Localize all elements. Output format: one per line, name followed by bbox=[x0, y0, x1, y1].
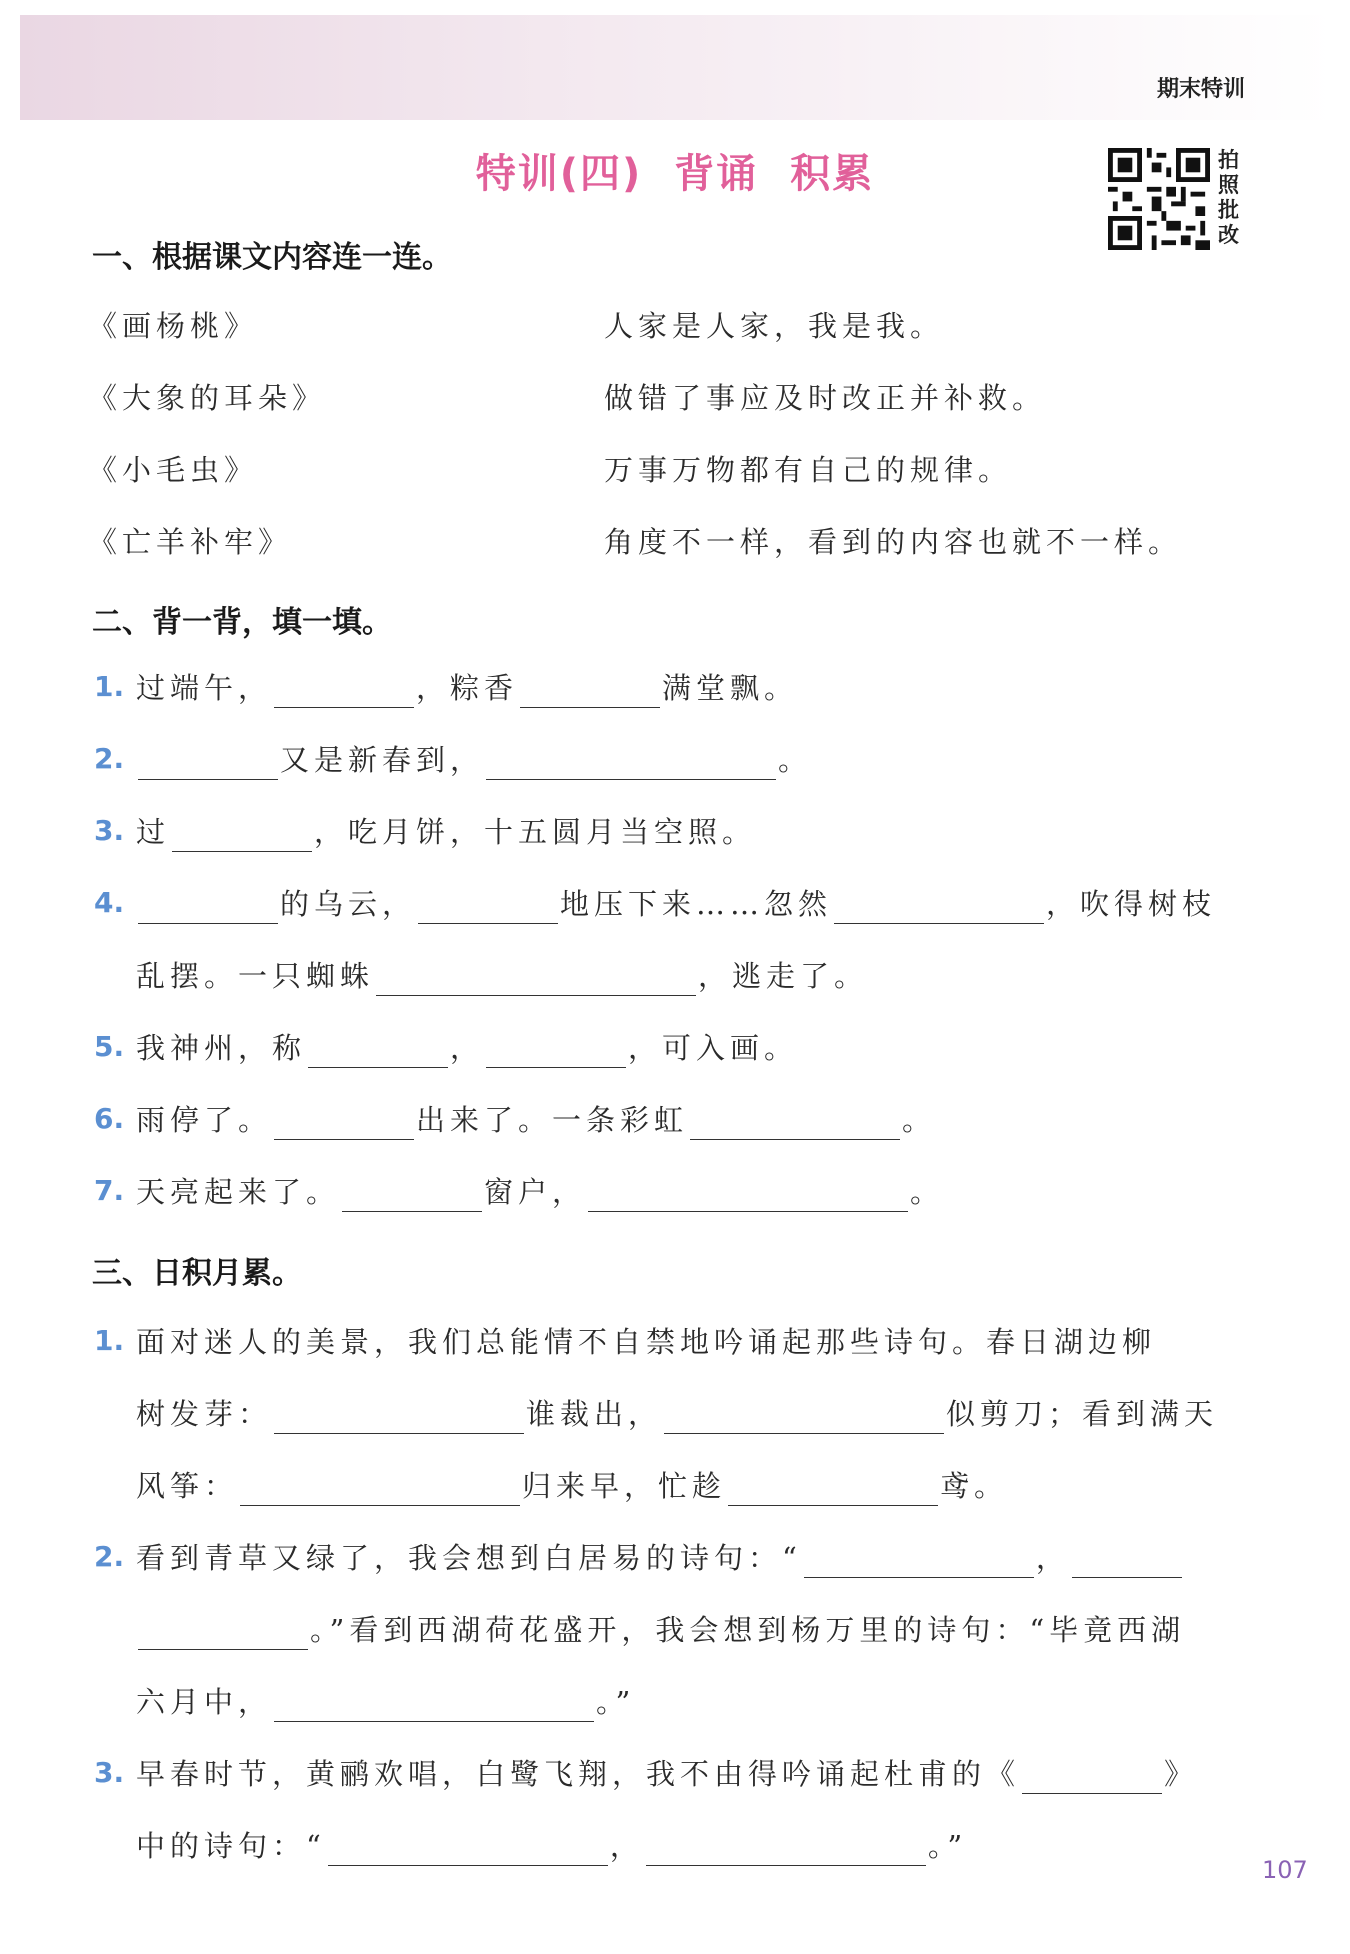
blank-input[interactable] bbox=[274, 1691, 594, 1722]
blank-input[interactable] bbox=[418, 893, 558, 924]
text: 似剪刀；看到满天 bbox=[946, 1397, 1219, 1431]
s2-item-2 bbox=[136, 740, 812, 780]
s3-q2-line2 bbox=[136, 1610, 1185, 1650]
blank-input[interactable] bbox=[274, 677, 414, 708]
right-item-3: 万事万物都有自己的规律。 bbox=[604, 453, 1013, 487]
title-part1: 特训(四) bbox=[475, 151, 643, 197]
s2-num-1: 1. bbox=[94, 670, 125, 703]
s2-num-5: 5. bbox=[94, 1030, 125, 1063]
text: ，粽香 bbox=[416, 671, 519, 705]
s3-num-3: 3. bbox=[94, 1756, 125, 1789]
text: 鸢。 bbox=[940, 1469, 1009, 1503]
blank-input[interactable] bbox=[1072, 1547, 1182, 1578]
text: 。” bbox=[927, 1829, 968, 1863]
blank-input[interactable] bbox=[376, 965, 696, 996]
blank-input[interactable] bbox=[274, 1403, 524, 1434]
text: 过端午， bbox=[136, 671, 273, 705]
text: 雨停了。 bbox=[136, 1103, 273, 1137]
title-part2: 背诵 bbox=[674, 151, 759, 197]
blank-input[interactable] bbox=[172, 821, 312, 852]
text: 归来早，忙趁 bbox=[522, 1469, 727, 1503]
text: 。” bbox=[596, 1685, 636, 1719]
text: 天亮起来了。 bbox=[136, 1175, 341, 1209]
text: ， bbox=[609, 1829, 644, 1863]
s3-q1-line1: 面对迷人的美景，我们总能情不自禁地吟诵起那些诗句。春日湖边柳 bbox=[136, 1325, 1157, 1359]
blank-input[interactable] bbox=[342, 1181, 482, 1212]
blank-input[interactable] bbox=[308, 1037, 448, 1068]
s2-num-7: 7. bbox=[94, 1174, 125, 1207]
text: 。 bbox=[910, 1175, 945, 1209]
text: 中的诗句：“ bbox=[136, 1829, 326, 1863]
left-item-3: 《小毛虫》 bbox=[88, 453, 259, 487]
s2-item-7 bbox=[136, 1172, 944, 1212]
text: 满堂飘。 bbox=[662, 671, 799, 705]
s3-q2-line1 bbox=[136, 1538, 1184, 1578]
text: 我神州，称 bbox=[136, 1031, 307, 1065]
text: 的乌云， bbox=[280, 887, 417, 921]
text: 树发芽： bbox=[136, 1397, 273, 1431]
s2-num-3: 3. bbox=[94, 814, 125, 847]
s2-num-4: 4. bbox=[94, 886, 125, 919]
blank-input[interactable] bbox=[240, 1475, 520, 1506]
text: 风筝： bbox=[136, 1469, 239, 1503]
blank-input[interactable] bbox=[138, 749, 278, 780]
s3-q3-line1 bbox=[136, 1754, 1198, 1794]
text: 。”看到西湖荷花盛开，我会想到杨万里的诗句：“毕竟西湖 bbox=[310, 1613, 1186, 1647]
header-band bbox=[20, 15, 1335, 120]
text: 。 bbox=[902, 1103, 937, 1137]
text: ， bbox=[1035, 1541, 1070, 1575]
blank-input[interactable] bbox=[486, 1037, 626, 1068]
s2-item-4-cont bbox=[136, 956, 868, 996]
text: 六月中， bbox=[136, 1685, 273, 1719]
s2-item-3 bbox=[136, 812, 756, 852]
qr-code-icon[interactable] bbox=[1108, 148, 1210, 250]
s3-num-1: 1. bbox=[94, 1324, 125, 1357]
s2-item-4 bbox=[136, 884, 1216, 924]
blank-input[interactable] bbox=[728, 1475, 938, 1506]
blank-input[interactable] bbox=[690, 1109, 900, 1140]
s3-q1-line3 bbox=[136, 1466, 1008, 1506]
blank-input[interactable] bbox=[1022, 1763, 1162, 1794]
text: 早春时节，黄鹂欢唱，白鹭飞翔，我不由得吟诵起杜甫的《 bbox=[136, 1757, 1021, 1791]
text: 又是新春到， bbox=[280, 743, 485, 777]
page-number: 107 bbox=[1262, 1856, 1308, 1884]
s3-num-2: 2. bbox=[94, 1540, 125, 1573]
text: ，可入画。 bbox=[628, 1031, 799, 1065]
title-part3: 积累 bbox=[790, 151, 875, 197]
right-item-2: 做错了事应及时改正并补救。 bbox=[604, 381, 1047, 415]
s3-q3-line2 bbox=[136, 1826, 967, 1866]
blank-input[interactable] bbox=[588, 1181, 908, 1212]
left-item-4: 《亡羊补牢》 bbox=[88, 525, 293, 559]
text: 出来了。一条彩虹 bbox=[416, 1103, 689, 1137]
text: 地压下来……忽然 bbox=[560, 887, 833, 921]
blank-input[interactable] bbox=[664, 1403, 944, 1434]
s2-item-6 bbox=[136, 1100, 936, 1140]
text: ，吃月饼，十五圆月当空照。 bbox=[314, 815, 757, 849]
text: 》 bbox=[1164, 1757, 1199, 1791]
blank-input[interactable] bbox=[804, 1547, 1034, 1578]
text: 窗户， bbox=[484, 1175, 587, 1209]
blank-input[interactable] bbox=[834, 893, 1044, 924]
text: 过 bbox=[136, 815, 171, 849]
s2-item-1 bbox=[136, 668, 798, 708]
text: 谁裁出， bbox=[526, 1397, 663, 1431]
blank-input[interactable] bbox=[520, 677, 660, 708]
text: ，逃走了。 bbox=[698, 959, 869, 993]
qr-label: 拍照批改 bbox=[1218, 148, 1239, 247]
left-item-2: 《大象的耳朵》 bbox=[88, 381, 327, 415]
text: 乱摆。一只蜘蛛 bbox=[136, 959, 375, 993]
section2-heading: 二、背一背，填一填。 bbox=[92, 605, 392, 640]
header-tag: 期末特训 bbox=[1156, 77, 1245, 102]
s2-num-6: 6. bbox=[94, 1102, 125, 1135]
blank-input[interactable] bbox=[138, 893, 278, 924]
blank-input[interactable] bbox=[274, 1109, 414, 1140]
section3-heading: 三、日积月累。 bbox=[92, 1256, 302, 1291]
blank-input[interactable] bbox=[646, 1835, 926, 1866]
text: ， bbox=[450, 1031, 485, 1065]
blank-input[interactable] bbox=[486, 749, 776, 780]
s2-item-5 bbox=[136, 1028, 798, 1068]
section1-heading: 一、根据课文内容连一连。 bbox=[92, 240, 452, 275]
text: 。 bbox=[778, 743, 813, 777]
blank-input[interactable] bbox=[328, 1835, 608, 1866]
left-item-1: 《画杨桃》 bbox=[88, 309, 259, 343]
blank-input[interactable] bbox=[138, 1619, 308, 1650]
s3-q1-line2 bbox=[136, 1394, 1218, 1434]
right-item-1: 人家是人家，我是我。 bbox=[604, 309, 945, 343]
s3-q2-line3 bbox=[136, 1682, 635, 1722]
s2-num-2: 2. bbox=[94, 742, 125, 775]
text: ，吹得树枝 bbox=[1046, 887, 1217, 921]
right-item-4: 角度不一样，看到的内容也就不一样。 bbox=[604, 525, 1183, 559]
text: 看到青草又绿了，我会想到白居易的诗句：“ bbox=[136, 1541, 802, 1575]
